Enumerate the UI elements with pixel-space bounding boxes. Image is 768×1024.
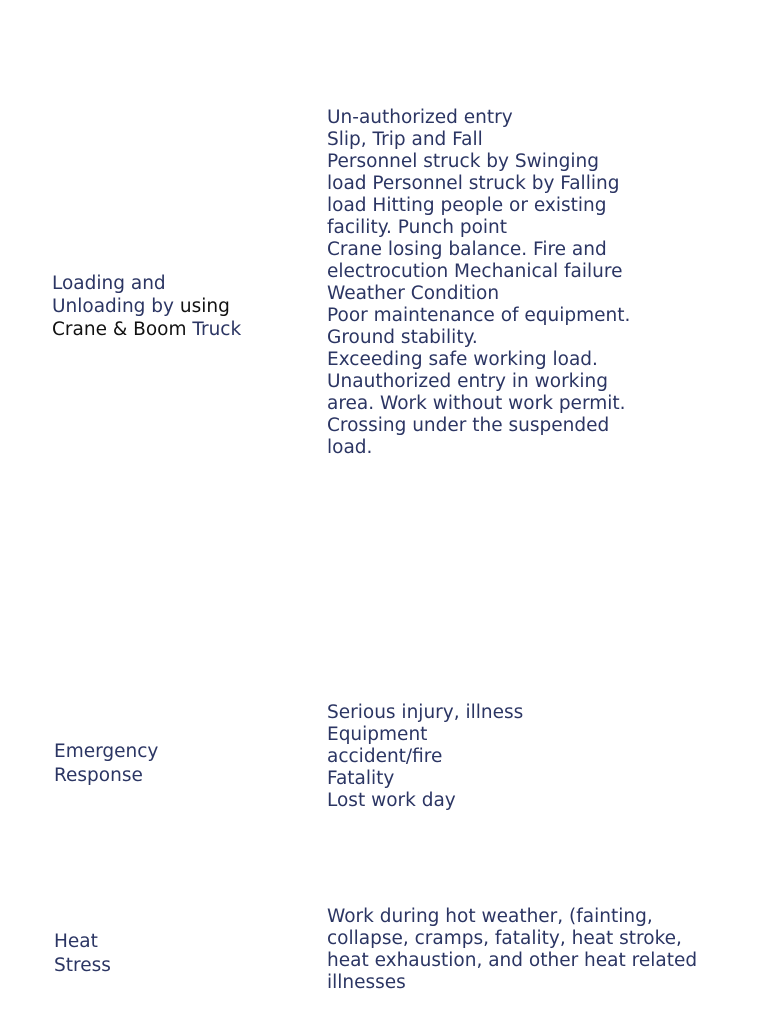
activity-text: Truck <box>186 319 242 340</box>
hazard-line: load Personnel struck by Falling <box>327 173 620 194</box>
activity-text: Loading and <box>52 273 166 294</box>
hazard-line: Ground stability. <box>327 327 478 348</box>
hazard-line: Serious injury, illness <box>327 702 524 723</box>
hazard-line: Crossing under the suspended <box>327 415 610 436</box>
hazard-line: electrocution Mechanical failure <box>327 261 623 282</box>
hazard-line: heat exhaustion, and other heat related <box>327 950 698 971</box>
hazard-line: Slip, Trip and Fall <box>327 129 483 150</box>
activity-line <box>52 295 241 318</box>
hazard-line: facility. Punch point <box>327 217 508 238</box>
activity-emergency-response <box>54 740 158 788</box>
hazard-line: Fatality <box>327 768 395 789</box>
activity-line <box>52 272 241 295</box>
hazard-list-loading-unloading <box>327 107 630 459</box>
hazard-line: Exceeding safe working load. <box>327 349 598 370</box>
hazard-line: illnesses <box>327 972 406 993</box>
hazard-line: Lost work day <box>327 790 456 811</box>
hazard-list-emergency-response <box>327 702 523 812</box>
activity-text-dark: using <box>173 296 230 317</box>
activity-line <box>52 318 241 341</box>
activity-line: Emergency <box>54 741 159 762</box>
hazard-line: collapse, cramps, fatality, heat stroke, <box>327 928 682 949</box>
hazard-line: Un-authorized entry <box>327 107 513 128</box>
hazard-line: load Hitting people or existing <box>327 195 607 216</box>
activity-line: Stress <box>54 955 111 976</box>
hazard-line: Unauthorized entry in working <box>327 371 609 392</box>
activity-text-dark: Crane & Boom <box>52 319 187 340</box>
hazard-line: Poor maintenance of equipment. <box>327 305 631 326</box>
hazard-line: accident/fire <box>327 746 443 767</box>
activity-line: Heat <box>54 931 98 952</box>
hazard-line: Personnel struck by Swinging <box>327 151 599 172</box>
hazard-line: Crane losing balance. Fire and <box>327 239 607 260</box>
hazard-line: Work during hot weather, (fainting, <box>327 906 653 927</box>
hazard-line: area. Work without work permit. <box>327 393 626 414</box>
activity-loading-unloading <box>52 272 241 341</box>
activity-heat-stress <box>54 930 111 978</box>
hazard-line: load. <box>327 437 373 458</box>
activity-line: Response <box>54 765 143 786</box>
hazard-line: Weather Condition <box>327 283 500 304</box>
hazard-line: Equipment <box>327 724 428 745</box>
activity-text: Unloading by <box>52 296 174 317</box>
hazard-list-heat-stress <box>327 906 697 994</box>
